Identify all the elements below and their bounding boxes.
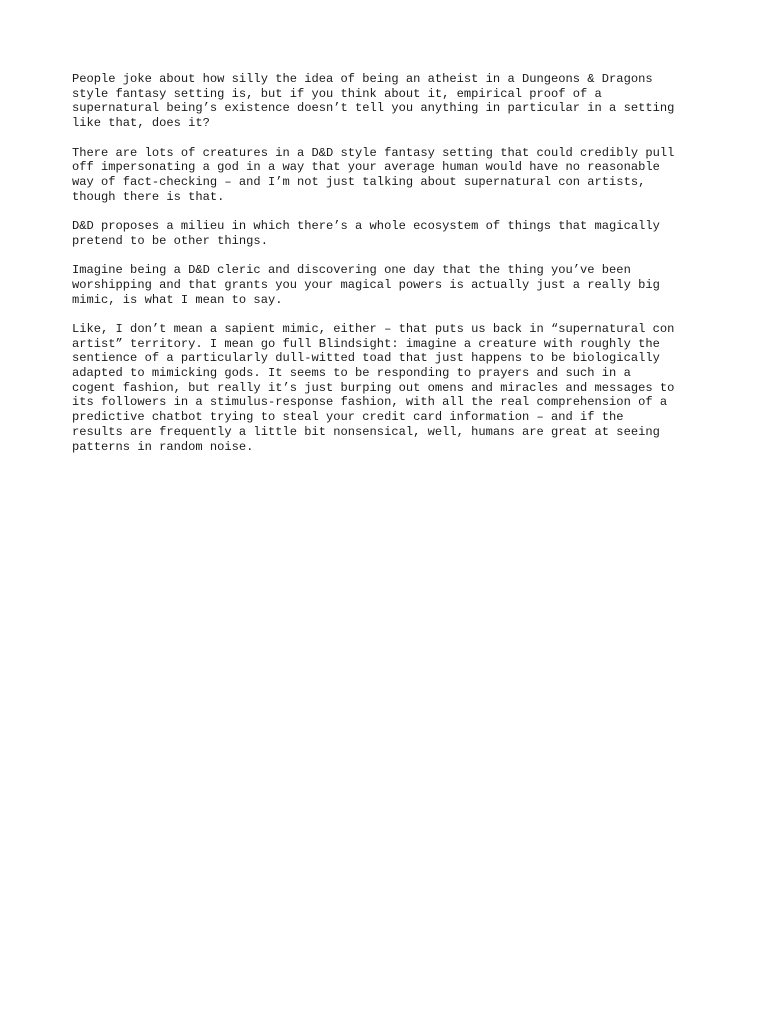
document-body bbox=[72, 72, 702, 469]
paragraph-4: Imagine being a D&D cleric and discovering one day that the thing you’ve been worshipping and that grants you your magical powers is actually just a really big mimic, is what I mean to say. bbox=[72, 263, 660, 307]
paragraph-3: D&D proposes a milieu in which there’s a whole ecosystem of things that magically pretend to be other things. bbox=[72, 219, 660, 248]
paragraph-1: People joke about how silly the idea of being an atheist in a Dungeons & Dragons style fantasy setting is, but if you think about it, empirical proof of a supernatural being’s existence doesn’t tell you anything in particular in a setting like that, does it? bbox=[72, 72, 675, 131]
paragraph-5: Like, I don’t mean a sapient mimic, either – that puts us back in “supernatural con artist” territory. I mean go full Blindsight: imagine a creature with roughly the sentience of a particularly dull-witted toad that just happens to be biologically adapted to mimicking gods. It seems to be responding to prayers and such in a cogent fashion, but really it’s just burping out omens and miracles and messages to its followers in a stimulus-response fashion, with all the real comprehension of a predictive chatbot trying to steal your credit card information – and if the results are frequently a little bit nonsensical, well, humans are great at seeing patterns in random noise. bbox=[72, 321, 675, 454]
paragraph-2: There are lots of creatures in a D&D style fantasy setting that could credibly pull off impersonating a god in a way that your average human would have no reasonable way of fact-checking – and I’m not just talking about supernatural con artists, though there is that. bbox=[72, 145, 675, 204]
